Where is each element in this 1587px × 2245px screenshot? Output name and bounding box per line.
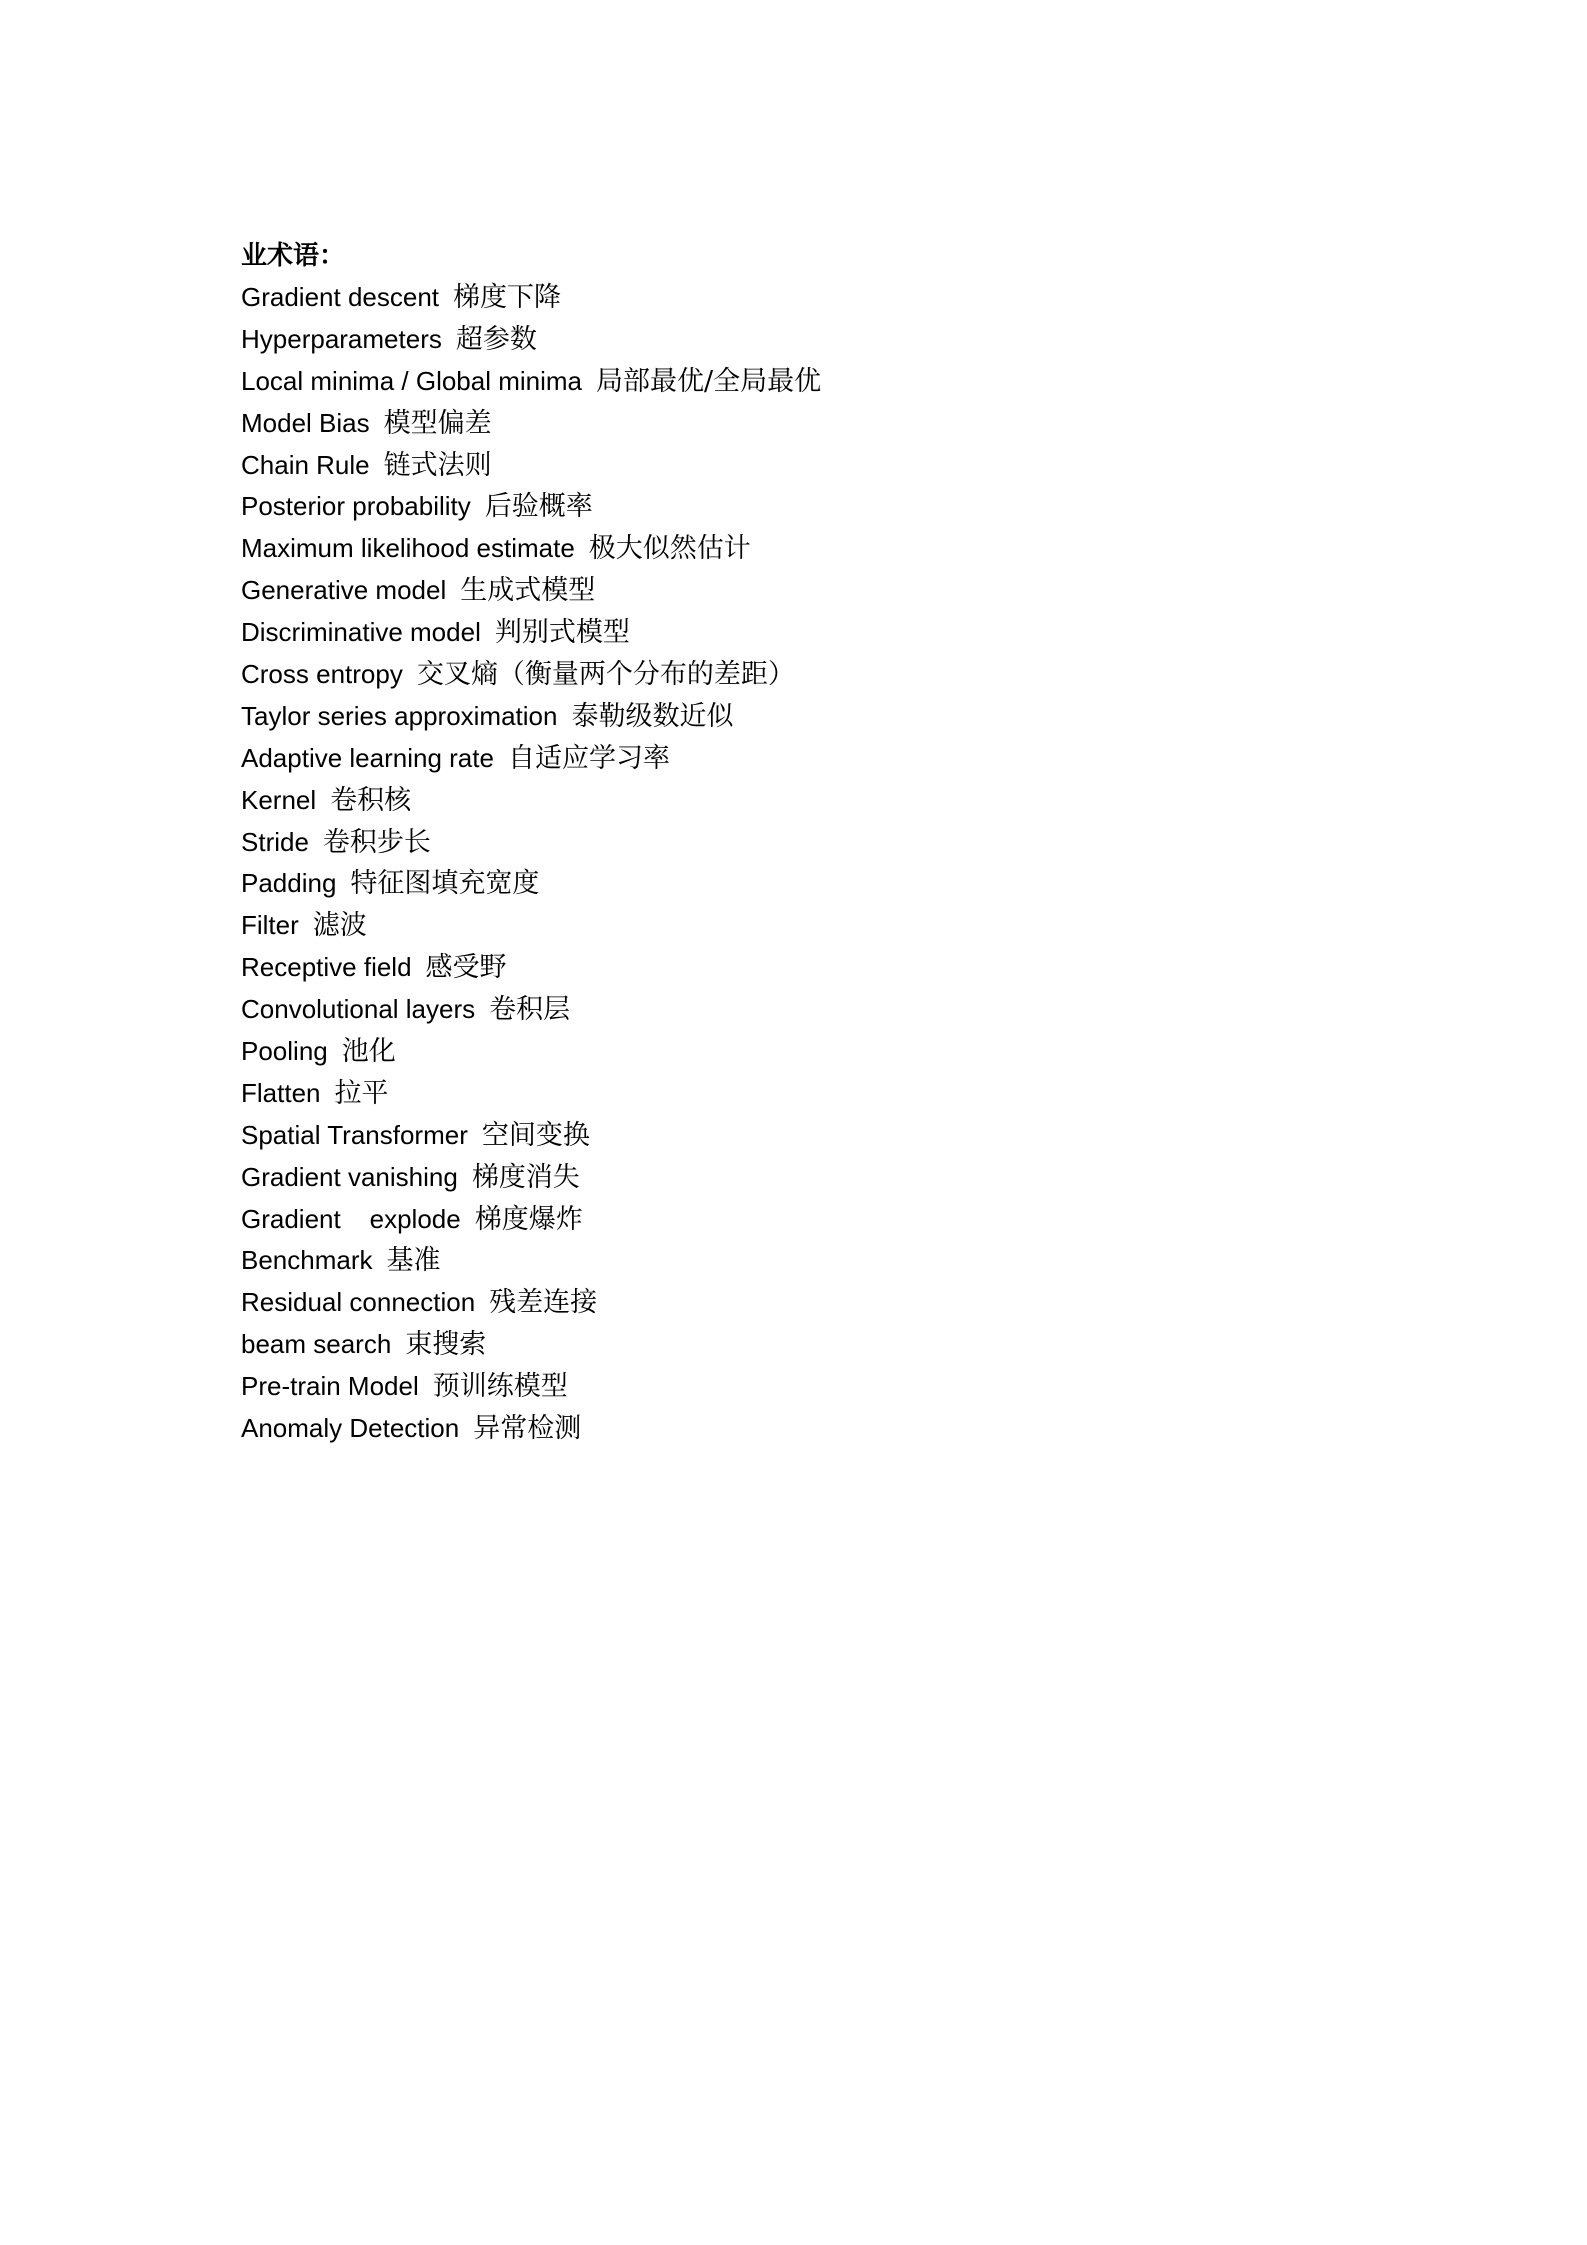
term-row bbox=[241, 863, 1341, 905]
term-row bbox=[241, 947, 1341, 989]
term-english: Chain Rule bbox=[241, 449, 370, 480]
term-english: Maximum likelihood estimate bbox=[241, 533, 575, 564]
term-row bbox=[241, 989, 1341, 1031]
term-english: Gradient descent bbox=[241, 282, 440, 312]
term-chinese: 梯度下降 bbox=[453, 282, 562, 313]
term-row bbox=[241, 1324, 1341, 1366]
term-chinese: 异常检测 bbox=[473, 1413, 582, 1445]
term-chinese: 生成式模型 bbox=[460, 575, 596, 607]
term-english: Flatten bbox=[241, 1077, 321, 1108]
glossary-heading: 业术语： bbox=[241, 241, 346, 271]
term-english: Stride bbox=[241, 826, 309, 857]
term-english: Receptive field bbox=[241, 952, 412, 983]
term-row bbox=[241, 570, 1341, 612]
term-chinese: 交叉熵（衡量两个分布的差距） bbox=[416, 659, 795, 691]
term-chinese: 特征图填充宽度 bbox=[350, 868, 540, 900]
term-list bbox=[241, 277, 1341, 1450]
term-english: Filter bbox=[241, 910, 299, 941]
term-chinese: 拉平 bbox=[334, 1077, 389, 1109]
term-chinese: 梯度消失 bbox=[471, 1161, 580, 1193]
term-row bbox=[241, 1240, 1341, 1282]
term-chinese: 卷积层 bbox=[489, 994, 571, 1026]
term-english: Spatial Transformer bbox=[241, 1119, 468, 1150]
term-english: beam search bbox=[241, 1329, 392, 1360]
term-english: Convolutional layers bbox=[241, 994, 476, 1025]
term-row bbox=[241, 822, 1341, 864]
term-chinese: 束搜索 bbox=[405, 1329, 487, 1361]
glossary-content bbox=[241, 235, 1341, 1450]
term-english: Posterior probability bbox=[241, 491, 471, 522]
term-chinese: 空间变换 bbox=[481, 1119, 590, 1151]
term-row bbox=[241, 486, 1341, 528]
term-row bbox=[241, 1031, 1341, 1073]
term-english: Gradient vanishing bbox=[241, 1161, 458, 1192]
term-chinese: 链式法则 bbox=[383, 449, 492, 481]
term-row bbox=[241, 361, 1341, 403]
term-row bbox=[241, 905, 1341, 947]
term-english: Padding bbox=[241, 868, 337, 899]
term-english: Residual connection bbox=[241, 1287, 476, 1318]
term-english: Taylor series approximation bbox=[241, 700, 558, 731]
term-chinese: 卷积核 bbox=[330, 784, 412, 816]
term-row bbox=[241, 445, 1341, 487]
term-row bbox=[241, 1157, 1341, 1199]
term-chinese: 后验概率 bbox=[484, 491, 593, 523]
term-row bbox=[241, 277, 1341, 319]
term-row bbox=[241, 1408, 1341, 1450]
term-english: Local minima / Global minima bbox=[241, 365, 583, 396]
term-row bbox=[241, 1366, 1341, 1408]
term-chinese: 自适应学习率 bbox=[507, 742, 670, 774]
term-english: Adaptive learning rate bbox=[241, 742, 494, 773]
term-row bbox=[241, 528, 1341, 570]
term-row bbox=[241, 696, 1341, 738]
term-row bbox=[241, 319, 1341, 361]
term-row bbox=[241, 612, 1341, 654]
term-chinese: 滤波 bbox=[312, 910, 367, 942]
term-english: Generative model bbox=[241, 575, 447, 606]
term-chinese: 判别式模型 bbox=[494, 617, 630, 649]
term-chinese: 局部最优/全局最优 bbox=[596, 365, 822, 397]
term-chinese: 基准 bbox=[386, 1245, 441, 1277]
term-english: Anomaly Detection bbox=[241, 1413, 460, 1444]
term-row bbox=[241, 654, 1341, 696]
term-english: Model Bias bbox=[241, 407, 370, 438]
term-english: Cross entropy bbox=[241, 659, 403, 690]
term-chinese: 卷积步长 bbox=[322, 826, 431, 858]
term-chinese: 梯度爆炸 bbox=[474, 1203, 583, 1235]
term-english: Gradient explode bbox=[241, 1203, 461, 1234]
term-english: Pooling bbox=[241, 1036, 328, 1067]
term-row bbox=[241, 780, 1341, 822]
term-english: Pre-train Model bbox=[241, 1371, 419, 1402]
term-english: Kernel bbox=[241, 784, 317, 815]
term-chinese: 残差连接 bbox=[489, 1287, 598, 1319]
term-chinese: 模型偏差 bbox=[383, 407, 492, 439]
term-chinese: 超参数 bbox=[455, 323, 537, 355]
term-chinese: 感受野 bbox=[425, 952, 507, 984]
term-chinese: 预训练模型 bbox=[432, 1371, 568, 1403]
term-english: Discriminative model bbox=[241, 617, 481, 648]
term-english: Hyperparameters bbox=[241, 323, 442, 354]
term-chinese: 池化 bbox=[341, 1036, 396, 1068]
term-row bbox=[241, 403, 1341, 445]
term-english: Benchmark bbox=[241, 1245, 373, 1276]
term-row bbox=[241, 1199, 1341, 1241]
term-row bbox=[241, 1073, 1341, 1115]
term-row bbox=[241, 738, 1341, 780]
term-chinese: 泰勒级数近似 bbox=[571, 700, 734, 732]
term-row bbox=[241, 1282, 1341, 1324]
term-row bbox=[241, 1115, 1341, 1157]
term-chinese: 极大似然估计 bbox=[588, 533, 751, 565]
